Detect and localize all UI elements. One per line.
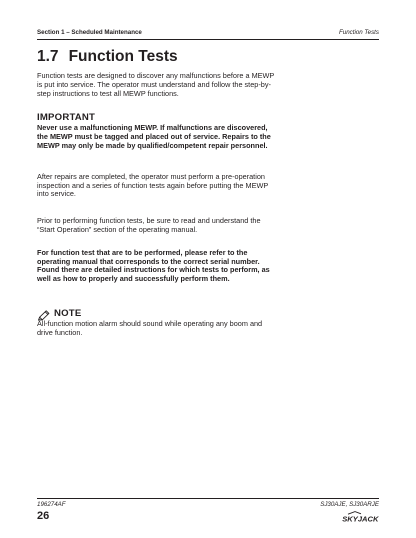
section-label: Section 1 – Scheduled Maintenance [37,29,142,36]
prior-paragraph: Prior to performing function tests, be sure to read and understand the “Start Operation” section of the operating manual. [37,216,261,234]
section-number: 1.7 [37,48,59,65]
important-text: Never use a malfunctioning MEWP. If malfunctions are discovered, the MEWP must be tagged and placed out of service. Repairs to the MEWP may only be made by qualified/competent repair personnel. [37,123,271,150]
note-heading: NOTE [54,308,82,320]
brand-wordmark: SKYJACK [342,514,379,523]
pencil-note-icon [37,308,50,319]
topic-label: Function Tests [338,29,379,36]
section-title-text: Function Tests [68,48,178,65]
page-header [37,27,379,40]
repairs-paragraph: After repairs are completed, the operator must perform a pre-operation inspection and a series of function tests again before putting the MEWP into service. [37,171,269,199]
important-heading: IMPORTANT [37,112,96,124]
page-footer [37,498,379,524]
skyjack-logo [339,510,379,522]
page-number: 26 [37,510,50,522]
document-number: 196274AF [37,501,66,508]
page-content [37,48,277,338]
instruction-paragraph: For function test that are to be performed, please refer to the operating manual that corresponds to the correct serial number. Found there are detailed instructions for which tests to perform, as well as how to properly and successfully perform them. [37,247,270,284]
model-numbers: SJ30AJE, SJ30ARJE [320,501,379,508]
intro-paragraph: Function tests are designed to discover any malfunctions before a MEWP is put into service. The operator must understand and follow the step-by-step instructions to test all MEWP functions. [37,71,275,98]
note-text: All-function motion alarm should sound while operating any boom and drive function. [37,318,263,337]
section-title [37,48,277,66]
